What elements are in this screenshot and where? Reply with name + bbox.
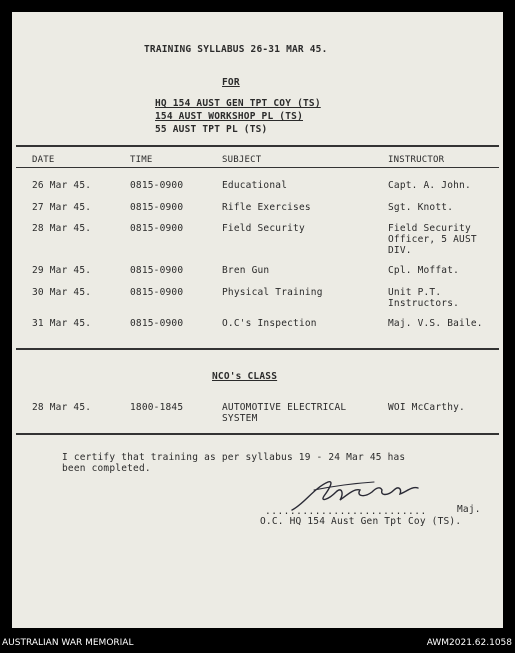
row-instructor: Cpl. Moffat. bbox=[388, 265, 460, 276]
nco-date: 28 Mar 45. bbox=[32, 402, 92, 413]
header-time: TIME bbox=[130, 155, 153, 165]
nco-time: 1800-1845 bbox=[130, 402, 184, 413]
header-rule bbox=[16, 167, 499, 168]
unit-line-3: 55 AUST TPT PL (TS) bbox=[155, 124, 268, 135]
signature-title: O.C. HQ 154 Aust Gen Tpt Coy (TS). bbox=[260, 516, 462, 527]
row-date: 26 Mar 45. bbox=[32, 180, 92, 191]
row-instructor: Unit P.T. Instructors. bbox=[388, 287, 460, 309]
header-subject: SUBJECT bbox=[222, 155, 262, 165]
row-instructor: Maj. V.S. Baile. bbox=[388, 318, 483, 329]
row-date: 30 Mar 45. bbox=[32, 287, 92, 298]
unit-line-1: HQ 154 AUST GEN TPT COY (TS) bbox=[155, 98, 321, 109]
row-date: 29 Mar 45. bbox=[32, 265, 92, 276]
row-instructor: Field Security Officer, 5 AUST DIV. bbox=[388, 223, 477, 256]
row-time: 0815-0900 bbox=[130, 223, 184, 234]
signature-rank: Maj. bbox=[457, 504, 481, 515]
row-date: 28 Mar 45. bbox=[32, 223, 92, 234]
row-time: 0815-0900 bbox=[130, 318, 184, 329]
row-subject: O.C's Inspection bbox=[222, 318, 317, 329]
row-subject: Educational bbox=[222, 180, 288, 191]
row-date: 27 Mar 45. bbox=[32, 202, 92, 213]
row-time: 0815-0900 bbox=[130, 180, 184, 191]
table-bottom-rule bbox=[16, 348, 499, 350]
row-instructor: Sgt. Knott. bbox=[388, 202, 454, 213]
row-subject: Field Security bbox=[222, 223, 305, 234]
nco-class-title: NCO's CLASS bbox=[212, 371, 278, 382]
row-instructor: Capt. A. John. bbox=[388, 180, 471, 191]
footer-accession-id: AWM2021.62.1058 bbox=[426, 638, 512, 648]
header-date: DATE bbox=[32, 155, 55, 165]
certification-text: I certify that training as per syllabus 19 - 24 Mar 45 has been completed. bbox=[62, 452, 406, 474]
row-date: 31 Mar 45. bbox=[32, 318, 92, 329]
row-subject: Physical Training bbox=[222, 287, 323, 298]
for-label: FOR bbox=[222, 77, 240, 88]
nco-bottom-rule bbox=[16, 433, 499, 435]
unit-line-2: 154 AUST WORKSHOP PL (TS) bbox=[155, 111, 303, 122]
signature-line: .......................... bbox=[265, 506, 427, 517]
row-subject: Bren Gun bbox=[222, 265, 270, 276]
row-time: 0815-0900 bbox=[130, 202, 184, 213]
row-subject: Rifle Exercises bbox=[222, 202, 311, 213]
nco-instructor: WOI McCarthy. bbox=[388, 402, 465, 413]
document-page bbox=[12, 12, 503, 628]
syllabus-title: TRAINING SYLLABUS 26-31 MAR 45. bbox=[144, 44, 328, 55]
header-instructor: INSTRUCTOR bbox=[388, 155, 445, 165]
footer-credit: AUSTRALIAN WAR MEMORIAL bbox=[2, 638, 134, 648]
nco-subject: AUTOMOTIVE ELECTRICAL SYSTEM bbox=[222, 402, 347, 424]
row-time: 0815-0900 bbox=[130, 265, 184, 276]
row-time: 0815-0900 bbox=[130, 287, 184, 298]
table-top-rule bbox=[16, 145, 499, 147]
